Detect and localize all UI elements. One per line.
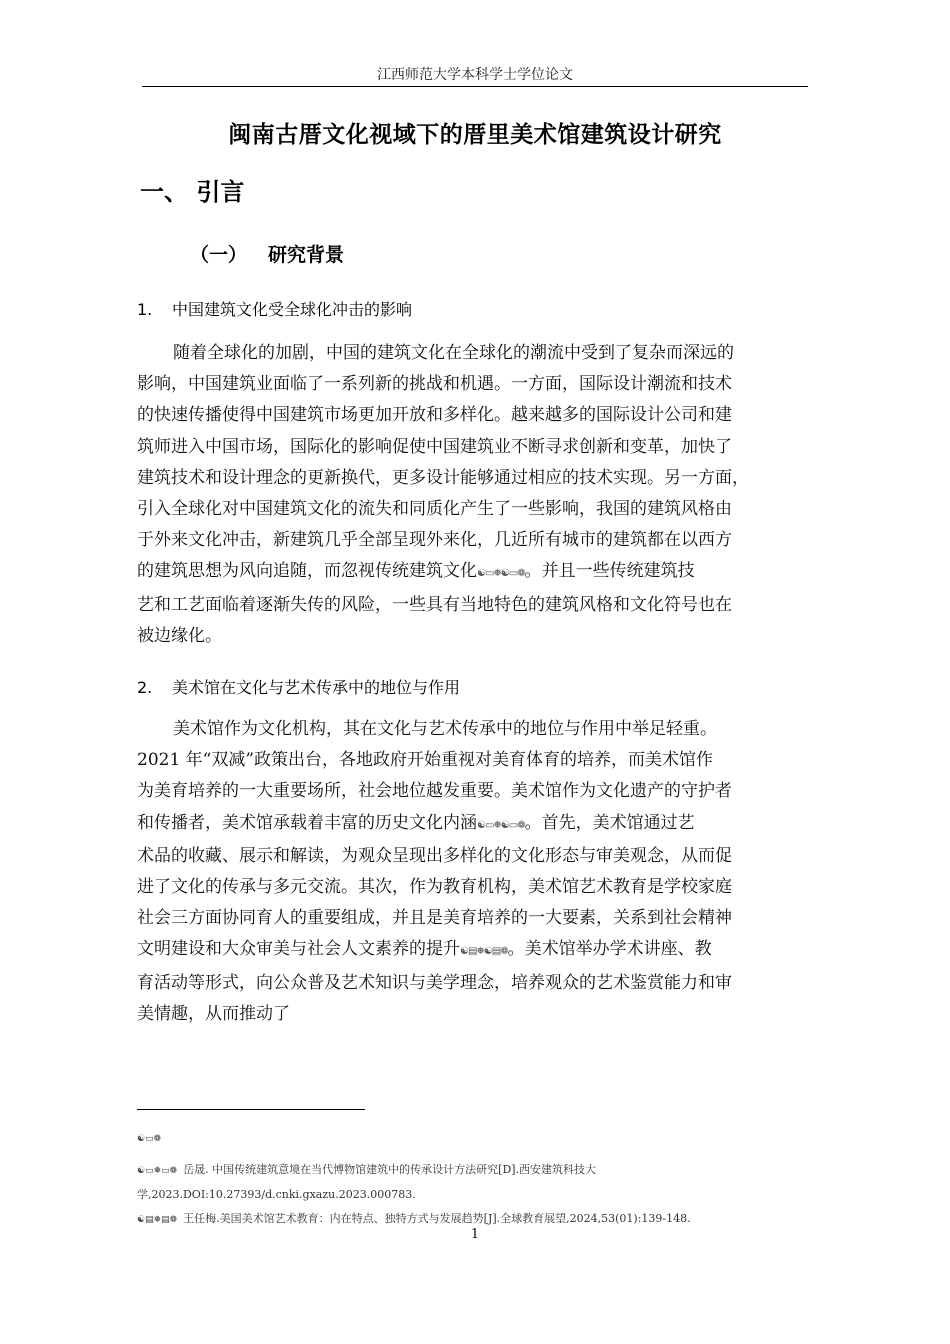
footnote-mark: ☯▭❅▭❁ — [137, 1166, 178, 1176]
footnote-text: 王任梅.美国美术馆艺术教育：内在特点、独特方式与发展趋势[J].全球教育展望,2024,53(01):139-148. — [183, 1212, 691, 1225]
section-heading-introduction: 一、 引言 — [140, 178, 245, 206]
heading-globalization-impact — [137, 297, 412, 320]
text-line: 艺和工艺面临着逐渐失传的风险，一些具有当地特色的建筑风格和文化符号也在 — [137, 594, 732, 615]
text-line: 为美育培养的一大重要场所，社会地位越发重要。美术馆作为文化遗产的守护者 — [137, 781, 732, 802]
heading-number: 2. — [137, 678, 153, 697]
text-line: 育活动等形式，向公众普及艺术知识与美学理念，培养观众的艺术鉴赏能力和审 — [137, 972, 732, 993]
text-line: 2021 年“双减”政策出台，各地政府开始重视对美育体育的培养，而美术馆作 — [137, 750, 714, 771]
text-line: 引入全球化对中国建筑文化的流失和同质化产生了一些影响，我国的建筑风格由 — [137, 499, 732, 520]
footnote-mark: ☯▭❁ — [137, 1134, 162, 1144]
footnote-1 — [137, 1161, 596, 1177]
subsection-number: （一） — [190, 244, 248, 266]
text-segment: 的建筑思想为风向追随，而忽视传统建筑文化 — [137, 561, 477, 582]
footnote-ref[interactable]: ☯▭❅☯▭❁ — [477, 819, 525, 831]
text-line: 被边缘化。 — [137, 625, 222, 646]
footnote-2 — [137, 1210, 691, 1226]
text-segment: 。首先，美术馆通过艺 — [524, 812, 695, 833]
subsection-title: 研究背景 — [268, 244, 345, 266]
heading-title: 美术馆在文化与艺术传承中的地位与作用 — [172, 678, 461, 697]
footnote-0 — [137, 1131, 167, 1144]
text-line — [137, 808, 819, 841]
text-line: 于外来文化冲击，新建筑几乎全部呈现外来化，几近所有城市的建筑都在以西方 — [137, 530, 732, 551]
text-segment: 。并且一些传统建筑技 — [524, 561, 695, 582]
text-line: 进了文化的传承与多元交流。其次，作为教育机构，美术馆艺术教育是学校家庭 — [137, 877, 732, 898]
text-line: 术品的收藏、展示和解读，为观众呈现出多样化的文化形态与审美观念，从而促 — [137, 845, 732, 866]
text-line: 美术馆作为文化机构，其在文化与艺术传承中的地位与作用中举足轻重。 — [173, 719, 717, 739]
text-segment: 。美术馆举办学术讲座、教 — [507, 939, 712, 960]
text-line: 建筑技术和设计理念的更新换代，更多设计能够通过相应的技术实现。另一方面， — [137, 467, 749, 488]
text-line: 的快速传播使得中国建筑市场更加开放和多样化。越来越多的国际设计公司和建 — [137, 405, 732, 426]
footnote-1-continued: 学,2023.DOI:10.27393/d.cnki.gxazu.2023.000783. — [137, 1188, 416, 1201]
text-segment: 文明建设和大众审美与社会人文素养的提升 — [137, 939, 460, 960]
paper-title: 闽南古厝文化视域下的厝里美术馆建筑设计研究 — [228, 122, 722, 148]
text-line — [137, 556, 819, 589]
subsection-heading-background — [190, 240, 344, 267]
header-rule — [142, 86, 808, 87]
footnote-mark: ☯▤❅▤❁ — [137, 1215, 178, 1225]
paragraph-globalization — [137, 338, 819, 652]
page-number: 1 — [470, 1227, 480, 1242]
text-line — [137, 934, 819, 967]
text-line: 社会三方面协同育人的重要组成，并且是美育培养的一大要素，关系到社会精神 — [137, 908, 732, 929]
paragraph-art-museum — [137, 714, 819, 1030]
footnote-rule — [137, 1109, 365, 1110]
heading-art-museum-role — [137, 675, 460, 698]
text-line: 影响，中国建筑业面临了一系列新的挑战和机遇。一方面，国际设计潮流和技术 — [137, 374, 732, 395]
text-line: 筑师进入中国市场，国际化的影响促使中国建筑业不断寻求创新和变革，加快了 — [137, 436, 732, 457]
footnote-text: 岳晟. 中国传统建筑意境在当代博物馆建筑中的传承设计方法研究[D].西安建筑科技大 — [183, 1163, 597, 1176]
text-line: 美情趣，从而推动了 — [137, 1003, 290, 1024]
running-header: 江西师范大学本科学士学位论文 — [377, 67, 573, 83]
footnote-ref[interactable]: ☯▭❅☯▭❁ — [477, 568, 525, 580]
heading-title: 中国建筑文化受全球化冲击的影响 — [172, 300, 413, 319]
heading-number: 1. — [137, 300, 153, 319]
text-line: 随着全球化的加剧，中国的建筑文化在全球化的潮流中受到了复杂而深远的 — [173, 343, 734, 363]
text-segment: 和传播者，美术馆承载着丰富的历史文化内涵 — [137, 812, 477, 833]
footnote-ref[interactable]: ☯▤❅☯▤❁ — [460, 946, 508, 958]
